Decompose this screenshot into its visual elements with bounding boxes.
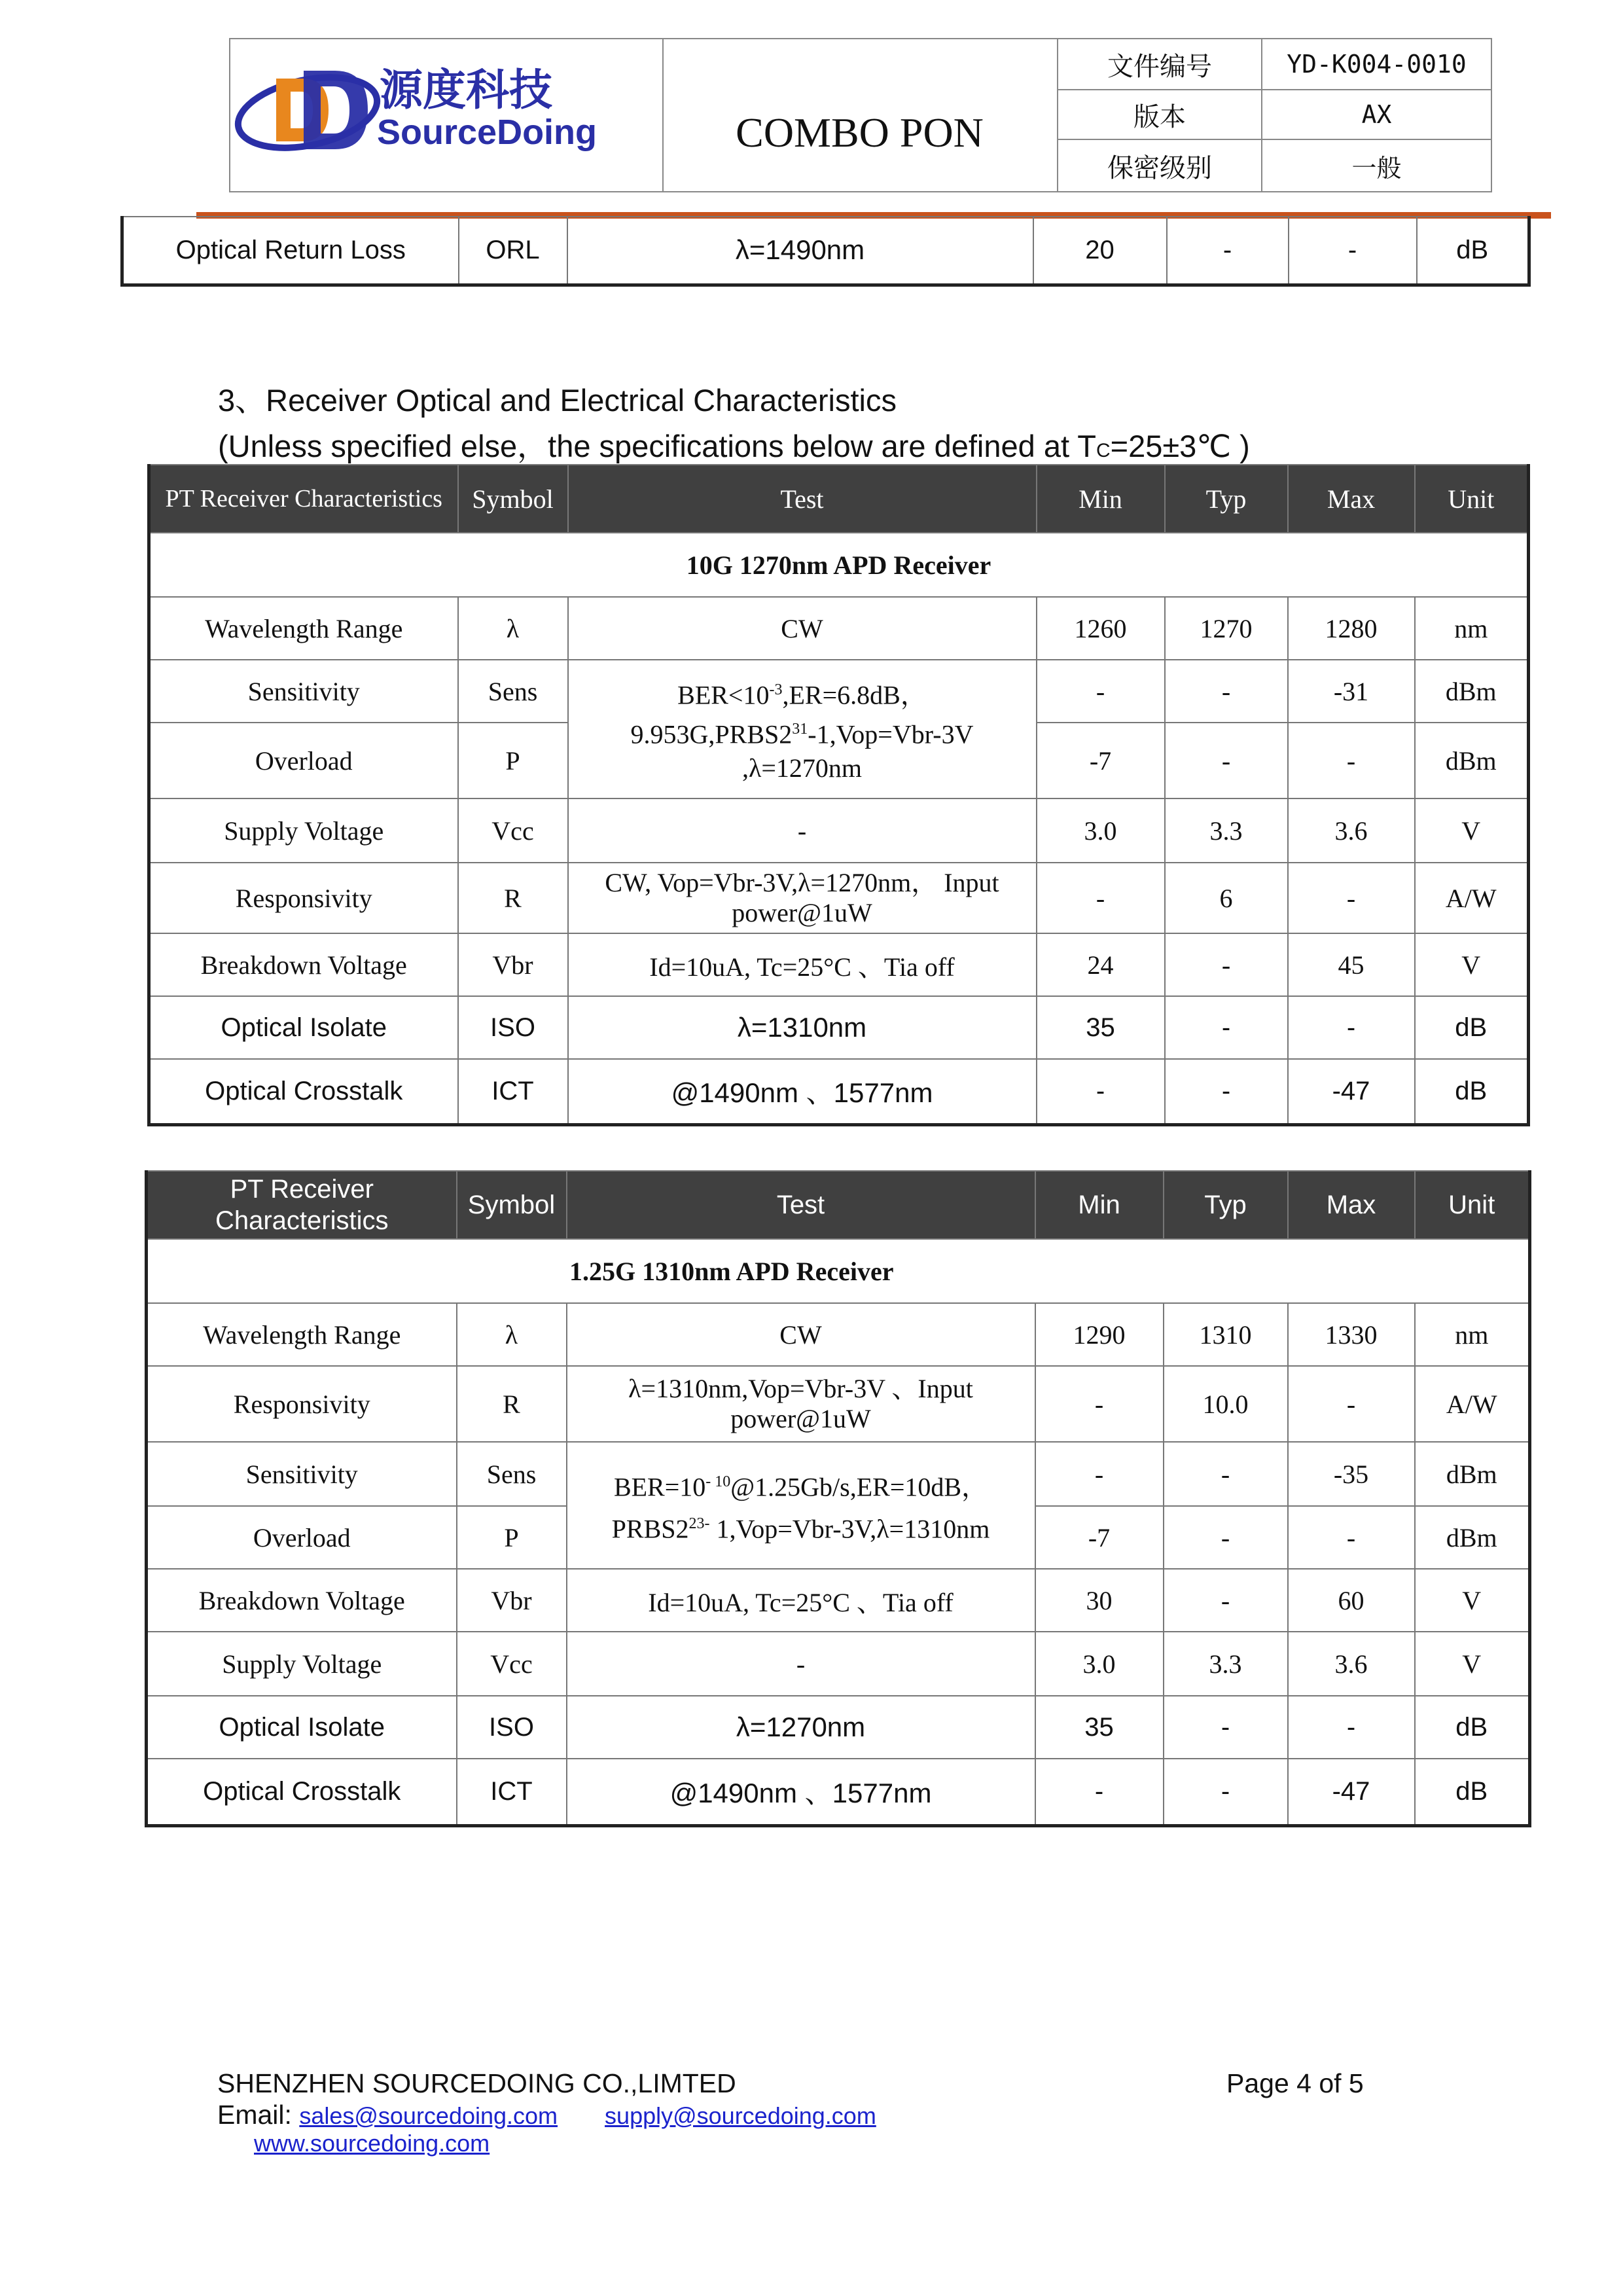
typ-cell: 1270 [1165, 597, 1288, 660]
subtitle-text: (Unless specified else，the specifications below are defined at T [218, 429, 1096, 463]
table-row [147, 1442, 1530, 1506]
unit-cell: V [1415, 933, 1529, 996]
col-test: Test [568, 465, 1037, 533]
col-min: Min [1037, 465, 1165, 533]
meta-row-docno [1058, 39, 1491, 90]
param-cell: Wavelength Range [149, 597, 458, 660]
typ-cell: - [1165, 660, 1288, 723]
test-line: 1,Vop=Vbr-3V,λ=1310nm [709, 1514, 990, 1544]
typ-cell: 1310 [1164, 1303, 1288, 1366]
max-cell: - [1288, 1506, 1415, 1569]
min-cell: -7 [1037, 723, 1165, 798]
test-cell [568, 863, 1037, 933]
typ-cell: - [1167, 217, 1289, 285]
param-cell: Responsivity [149, 863, 458, 933]
param-cell: Supply Voltage [149, 798, 458, 863]
param-cell: Optical Crosstalk [147, 1759, 457, 1825]
param-cell: Optical Return Loss [122, 217, 459, 285]
max-cell: -47 [1288, 1759, 1415, 1825]
typ-cell: - [1164, 1696, 1288, 1759]
footer-email-line [217, 2100, 876, 2130]
table-row [147, 1759, 1530, 1825]
min-cell: - [1035, 1759, 1164, 1825]
typ-cell: - [1164, 1506, 1288, 1569]
min-cell: -7 [1035, 1506, 1164, 1569]
col-symbol: Symbol [458, 465, 568, 533]
max-cell: - [1288, 1696, 1415, 1759]
test-sup: 23- [688, 1515, 710, 1532]
receiver-table-125g [145, 1170, 1531, 1827]
company-name-en: SourceDoing [377, 113, 597, 152]
col-param: PT Receiver Characteristics [147, 1171, 457, 1239]
test-sup: 31 [792, 721, 808, 738]
min-cell: 24 [1037, 933, 1165, 996]
max-cell: 60 [1288, 1569, 1415, 1632]
test-cell [567, 1366, 1035, 1442]
subtitle-subscript: C [1096, 440, 1111, 461]
param-cell: Overload [147, 1506, 457, 1569]
col-unit: Unit [1415, 1171, 1530, 1239]
param-cell: Sensitivity [147, 1442, 457, 1506]
symbol-cell: Vcc [457, 1632, 567, 1696]
test-sup: -3 [769, 681, 783, 698]
test-line: PRBS2 [611, 1514, 689, 1544]
min-cell: - [1037, 1059, 1165, 1124]
footer-company: SHENZHEN SOURCEDOING CO.,LIMTED [217, 2068, 736, 2098]
symbol-cell: Vcc [458, 798, 568, 863]
symbol-cell: λ [458, 597, 568, 660]
table-row [147, 1303, 1530, 1366]
table-row [147, 1632, 1530, 1696]
col-min: Min [1035, 1171, 1164, 1239]
test-cell: λ=1490nm [567, 217, 1033, 285]
test-sup: - 10 [705, 1473, 731, 1490]
typ-cell: 3.3 [1165, 798, 1288, 863]
symbol-cell: R [457, 1366, 567, 1442]
test-line: ,λ=1270nm [741, 753, 863, 783]
param-cell: Breakdown Voltage [149, 933, 458, 996]
test-line: BER<10 [677, 680, 770, 709]
max-cell: - [1288, 723, 1415, 798]
test-cell: Id=10uA, Tc=25°C 、Tia off [568, 933, 1037, 996]
min-cell: 35 [1037, 996, 1165, 1059]
symbol-cell: ORL [459, 217, 567, 285]
table-header-row [147, 1171, 1530, 1239]
prev-table [120, 216, 1531, 287]
test-line: λ=1310nm,Vop=Vbr-3V 、Input [628, 1374, 973, 1403]
min-cell: 1260 [1037, 597, 1165, 660]
min-cell: 1290 [1035, 1303, 1164, 1366]
meta-row-security [1058, 140, 1491, 191]
min-cell: 3.0 [1035, 1632, 1164, 1696]
param-cell: Optical Isolate [147, 1696, 457, 1759]
unit-cell: V [1415, 1569, 1530, 1632]
table-row [149, 863, 1529, 933]
test-cell: λ=1270nm [567, 1696, 1035, 1759]
col-param: PT Receiver Characteristics [149, 465, 458, 533]
meta-value: AX [1361, 100, 1392, 129]
test-cell: CW [567, 1303, 1035, 1366]
unit-cell: V [1415, 1632, 1530, 1696]
unit-cell: dB [1417, 217, 1529, 285]
param-cell: Sensitivity [149, 660, 458, 723]
test-cell: Id=10uA, Tc=25°C 、Tia off [567, 1569, 1035, 1632]
meta-label: 版本 [1058, 90, 1262, 139]
email-sales-link[interactable]: sales@sourcedoing.com [299, 2102, 558, 2129]
col-max: Max [1288, 1171, 1415, 1239]
max-cell: -35 [1288, 1442, 1415, 1506]
shared-test-cell [567, 1442, 1035, 1569]
test-line: @1.25Gb/s,ER=10dB， [730, 1472, 988, 1501]
unit-cell: nm [1415, 597, 1529, 660]
shared-test-cell [568, 660, 1037, 798]
symbol-cell: ISO [457, 1696, 567, 1759]
unit-cell: nm [1415, 1303, 1530, 1366]
document-header [229, 38, 1492, 192]
table-row [149, 933, 1529, 996]
param-cell: Optical Crosstalk [149, 1059, 458, 1124]
col-symbol: Symbol [457, 1171, 567, 1239]
min-cell: - [1035, 1442, 1164, 1506]
unit-cell: dBm [1415, 723, 1529, 798]
symbol-cell: P [457, 1506, 567, 1569]
max-cell: 1280 [1288, 597, 1415, 660]
receiver-table-10g [147, 464, 1530, 1126]
test-line: power@1uW [730, 1404, 871, 1433]
symbol-cell: λ [457, 1303, 567, 1366]
max-cell: -47 [1288, 1059, 1415, 1124]
typ-cell: - [1165, 723, 1288, 798]
symbol-cell: R [458, 863, 568, 933]
typ-cell: 6 [1165, 863, 1288, 933]
test-cell: λ=1310nm [568, 996, 1037, 1059]
min-cell: - [1037, 660, 1165, 723]
company-logo [230, 39, 662, 191]
typ-cell: - [1164, 1569, 1288, 1632]
test-line: ,ER=6.8dB， [782, 680, 927, 709]
company-name-cn: 源度科技 [380, 65, 552, 115]
doc-meta-table [1058, 39, 1491, 191]
meta-label: 保密级别 [1058, 140, 1262, 191]
test-cell: @1490nm 、1577nm [567, 1759, 1035, 1825]
section-label: 1.25G 1310nm APD Receiver [147, 1239, 1530, 1303]
meta-value: 一般 [1351, 153, 1402, 183]
symbol-cell: Sens [457, 1442, 567, 1506]
max-cell: - [1288, 996, 1415, 1059]
unit-cell: A/W [1415, 1366, 1530, 1442]
param-cell: Responsivity [147, 1366, 457, 1442]
typ-cell: 3.3 [1164, 1632, 1288, 1696]
unit-cell: dB [1415, 1696, 1530, 1759]
typ-cell: 10.0 [1164, 1366, 1288, 1442]
param-cell: Supply Voltage [147, 1632, 457, 1696]
symbol-cell: P [458, 723, 568, 798]
meta-row-version [1058, 90, 1491, 140]
table-row [149, 1059, 1529, 1124]
col-typ: Typ [1164, 1171, 1288, 1239]
table-row [147, 1696, 1530, 1759]
min-cell: - [1037, 863, 1165, 933]
col-typ: Typ [1165, 465, 1288, 533]
website-link[interactable]: www.sourcedoing.com [254, 2130, 490, 2157]
param-cell: Wavelength Range [147, 1303, 457, 1366]
max-cell: -31 [1288, 660, 1415, 723]
col-unit: Unit [1415, 465, 1529, 533]
table-row [147, 1366, 1530, 1442]
symbol-cell: ICT [458, 1059, 568, 1124]
table-section-row [147, 1239, 1530, 1303]
test-cell: - [568, 798, 1037, 863]
section-label: 10G 1270nm APD Receiver [149, 533, 1529, 597]
table-row [149, 597, 1529, 660]
test-line: 9.953G,PRBS2 [630, 719, 793, 749]
param-cell: Overload [149, 723, 458, 798]
max-cell: 3.6 [1288, 1632, 1415, 1696]
test-line: BER=10 [613, 1472, 706, 1501]
table-row [149, 996, 1529, 1059]
symbol-cell: ICT [457, 1759, 567, 1825]
test-cell: CW [568, 597, 1037, 660]
unit-cell: dB [1415, 1059, 1529, 1124]
table-row [122, 217, 1529, 285]
typ-cell: - [1165, 996, 1288, 1059]
table-row [147, 1569, 1530, 1632]
footer-website-line [254, 2130, 490, 2157]
min-cell: - [1035, 1366, 1164, 1442]
min-cell: 3.0 [1037, 798, 1165, 863]
subtitle-end: =25±3℃ ) [1110, 429, 1250, 463]
table-row [149, 798, 1529, 863]
meta-value: YD-K004-0010 [1287, 50, 1467, 79]
typ-cell: - [1165, 1059, 1288, 1124]
unit-cell: V [1415, 798, 1529, 863]
max-cell: - [1288, 1366, 1415, 1442]
test-line: -1,Vop=Vbr-3V [808, 719, 974, 749]
max-cell: - [1288, 863, 1415, 933]
typ-cell: - [1164, 1442, 1288, 1506]
typ-cell: - [1165, 933, 1288, 996]
col-max: Max [1288, 465, 1415, 533]
symbol-cell: Sens [458, 660, 568, 723]
section-subtitle [218, 422, 1250, 466]
table-section-row [149, 533, 1529, 597]
test-line: power@1uW [732, 898, 872, 927]
table-row [149, 660, 1529, 723]
unit-cell: dBm [1415, 1506, 1530, 1569]
table-header-row [149, 465, 1529, 533]
symbol-cell: Vbr [458, 933, 568, 996]
symbol-cell: ISO [458, 996, 568, 1059]
unit-cell: A/W [1415, 863, 1529, 933]
unit-cell: dB [1415, 1759, 1530, 1825]
section-title: 3、Receiver Optical and Electrical Characteristics [218, 383, 897, 418]
col-test: Test [567, 1171, 1035, 1239]
symbol-cell: Vbr [457, 1569, 567, 1632]
test-line: CW, Vop=Vbr-3V,λ=1270nm， Input [605, 868, 999, 897]
logo-cell [230, 39, 664, 191]
meta-label: 文件编号 [1058, 39, 1262, 89]
typ-cell: - [1164, 1759, 1288, 1825]
email-label: Email: [217, 2100, 300, 2130]
test-cell: @1490nm 、1577nm [568, 1059, 1037, 1124]
unit-cell: dBm [1415, 1442, 1530, 1506]
unit-cell: dBm [1415, 660, 1529, 723]
param-cell: Breakdown Voltage [147, 1569, 457, 1632]
max-cell: - [1289, 217, 1417, 285]
min-cell: 35 [1035, 1696, 1164, 1759]
footer-page-number: Page 4 of 5 [1226, 2068, 1364, 2098]
max-cell: 1330 [1288, 1303, 1415, 1366]
email-supply-link[interactable]: supply@sourcedoing.com [605, 2102, 876, 2129]
param-cell: Optical Isolate [149, 996, 458, 1059]
max-cell: 45 [1288, 933, 1415, 996]
test-cell: - [567, 1632, 1035, 1696]
doc-title: COMBO PON [662, 39, 1058, 191]
unit-cell: dB [1415, 996, 1529, 1059]
max-cell: 3.6 [1288, 798, 1415, 863]
min-cell: 30 [1035, 1569, 1164, 1632]
min-cell: 20 [1033, 217, 1167, 285]
